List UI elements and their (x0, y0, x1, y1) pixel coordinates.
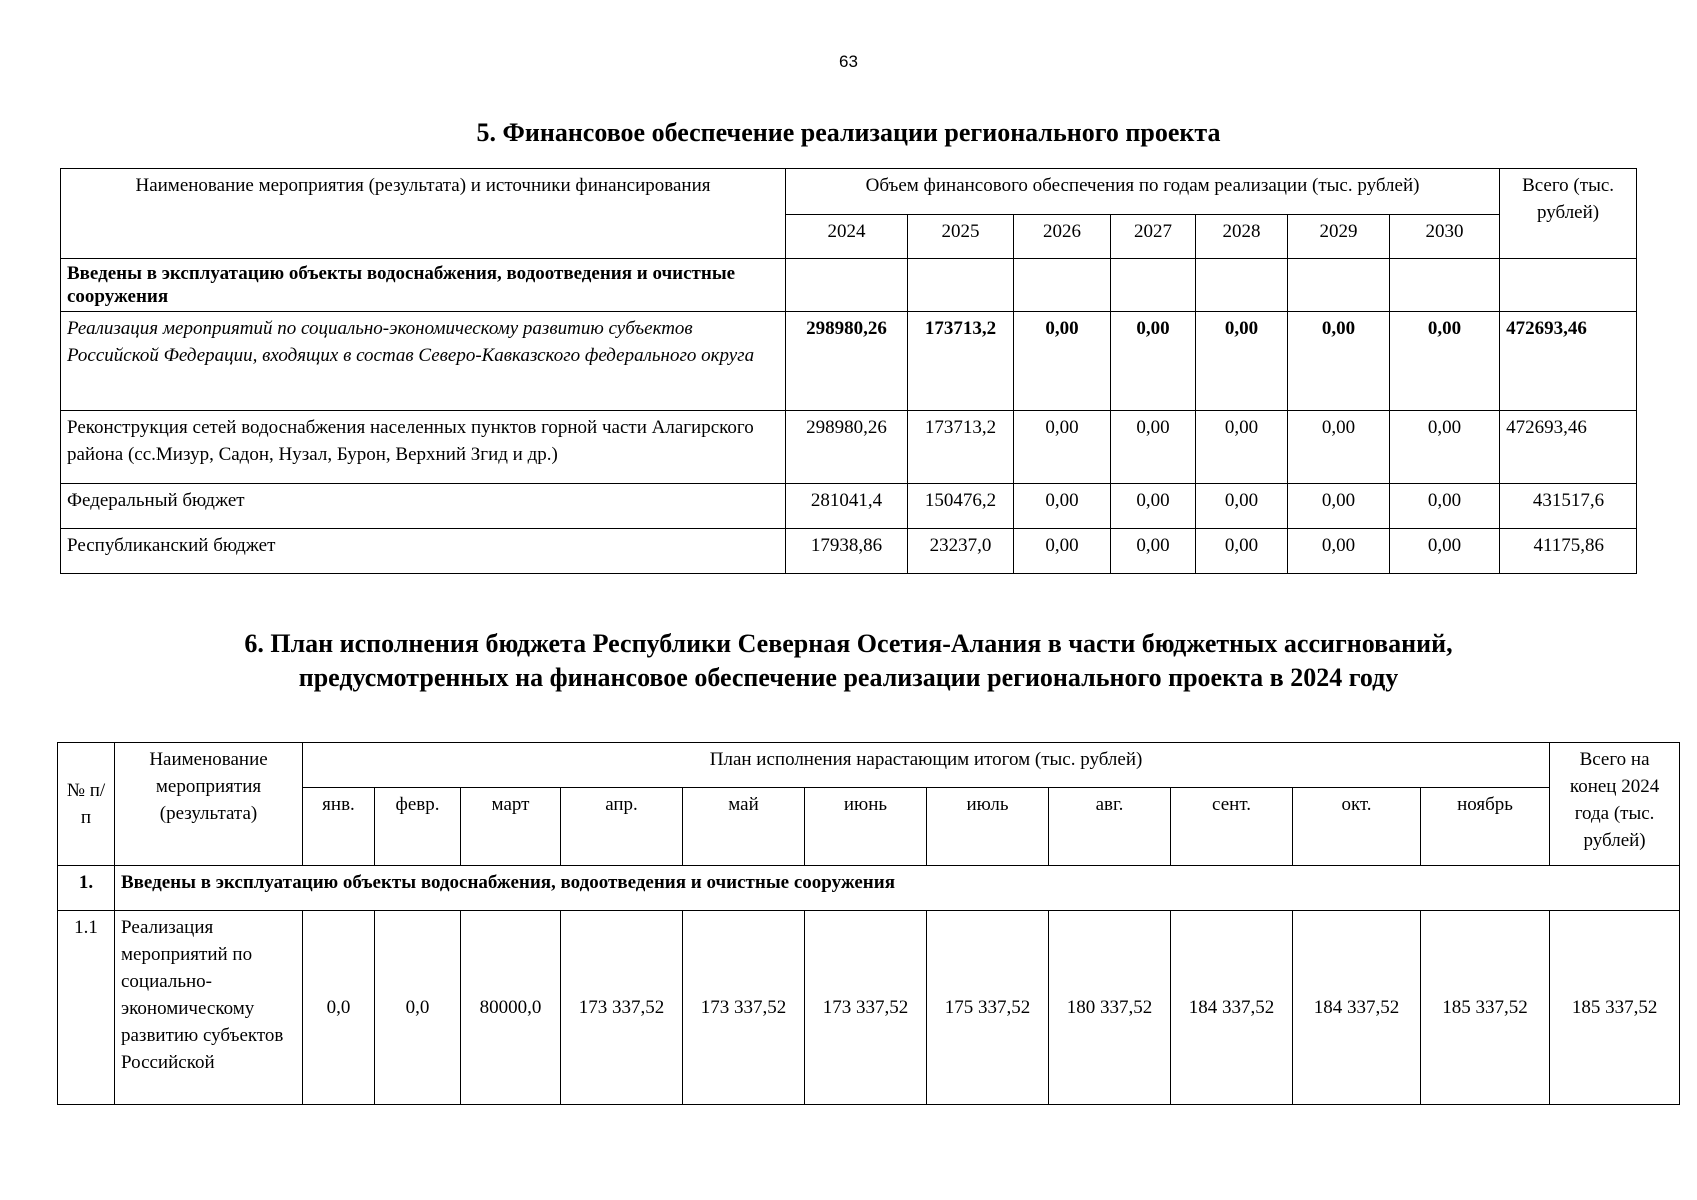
value-cell: 0,00 (1014, 312, 1111, 411)
table-cell (786, 259, 908, 312)
header-name: Наименование мероприятия (результата) (115, 743, 303, 866)
value-cell: 0,00 (1288, 529, 1390, 574)
value-cell: 0,00 (1014, 529, 1111, 574)
value-cell: 298980,26 (786, 312, 908, 411)
row-name: Федеральный бюджет (61, 484, 786, 529)
table-row (58, 911, 1680, 1105)
value-cell: 0,0 (303, 911, 375, 1105)
table-row (61, 259, 1637, 312)
budget-plan-table (57, 742, 1680, 1105)
table-row (58, 866, 1680, 911)
header-name: Наименование мероприятия (результата) и источники финансирования (61, 169, 786, 259)
value-cell: 173713,2 (908, 312, 1014, 411)
financing-table (60, 168, 1637, 574)
page-number: 63 (839, 52, 858, 71)
total-cell: 472693,46 (1500, 312, 1637, 411)
table-cell (1390, 259, 1500, 312)
value-cell: 173713,2 (908, 411, 1014, 484)
header-month: авг. (1049, 788, 1171, 866)
section6-title (0, 627, 1697, 695)
value-cell: 17938,86 (786, 529, 908, 574)
header-month: февр. (375, 788, 461, 866)
header-year: 2025 (908, 215, 1014, 259)
header-month: ноябрь (1421, 788, 1550, 866)
value-cell: 0,00 (1288, 484, 1390, 529)
header-year: 2027 (1111, 215, 1196, 259)
value-cell: 0,00 (1111, 411, 1196, 484)
value-cell: 184 337,52 (1293, 911, 1421, 1105)
table-row (61, 312, 1637, 411)
value-cell: 0,00 (1390, 529, 1500, 574)
value-cell: 173 337,52 (805, 911, 927, 1105)
value-cell: 0,00 (1288, 411, 1390, 484)
table-row (61, 484, 1637, 529)
table-cell (1014, 259, 1111, 312)
value-cell: 184 337,52 (1171, 911, 1293, 1105)
value-cell: 0,00 (1390, 312, 1500, 411)
value-cell: 150476,2 (908, 484, 1014, 529)
table-cell (908, 259, 1014, 312)
table-cell (1196, 259, 1288, 312)
header-month: апр. (561, 788, 683, 866)
header-volume: Объем финансового обеспечения по годам реализации (тыс. рублей) (786, 169, 1500, 215)
section6-title-line2: предусмотренных на финансовое обеспечение реализации регионального проекта в 2024 году (298, 663, 1399, 692)
header-year: 2024 (786, 215, 908, 259)
value-cell: 0,00 (1288, 312, 1390, 411)
value-cell: 0,00 (1196, 312, 1288, 411)
value-cell: 173 337,52 (683, 911, 805, 1105)
header-month: июнь (805, 788, 927, 866)
value-cell: 0,00 (1111, 484, 1196, 529)
group-title: Введены в эксплуатацию объекты водоснабжения, водоотведения и очистные сооружения (61, 259, 786, 312)
total-cell: 185 337,52 (1550, 911, 1680, 1105)
table-row (61, 529, 1637, 574)
group-num: 1. (58, 866, 115, 911)
value-cell: 0,00 (1196, 529, 1288, 574)
row-num: 1.1 (58, 911, 115, 1105)
table-cell (1288, 259, 1390, 312)
header-month: янв. (303, 788, 375, 866)
value-cell: 0,00 (1390, 411, 1500, 484)
table-cell (1111, 259, 1196, 312)
header-year: 2029 (1288, 215, 1390, 259)
value-cell: 0,00 (1111, 529, 1196, 574)
value-cell: 298980,26 (786, 411, 908, 484)
header-total: Всего на конец 2024 года (тыс. рублей) (1550, 743, 1680, 866)
header-year: 2030 (1390, 215, 1500, 259)
header-month: июль (927, 788, 1049, 866)
value-cell: 0,00 (1196, 484, 1288, 529)
value-cell: 281041,4 (786, 484, 908, 529)
value-cell: 23237,0 (908, 529, 1014, 574)
section6-title-line1: 6. План исполнения бюджета Республики Северная Осетия-Алания в части бюджетных ассигнований, (244, 629, 1453, 658)
table-row (61, 411, 1637, 484)
header-num: № п/п (58, 743, 115, 866)
header-year: 2026 (1014, 215, 1111, 259)
row-name: Республиканский бюджет (61, 529, 786, 574)
header-month: май (683, 788, 805, 866)
row-name: Реконструкция сетей водоснабжения населенных пунктов горной части Алагирского района (сс.Мизур, Садон, Нузал, Бурон, Верхний Згид и др.) (61, 411, 786, 484)
header-month: окт. (1293, 788, 1421, 866)
total-cell: 41175,86 (1500, 529, 1637, 574)
header-month: сент. (1171, 788, 1293, 866)
header-plan: План исполнения нарастающим итогом (тыс. рублей) (303, 743, 1550, 788)
total-cell: 472693,46 (1500, 411, 1637, 484)
value-cell: 0,00 (1111, 312, 1196, 411)
group-title: Введены в эксплуатацию объекты водоснабжения, водоотведения и очистные сооружения (115, 866, 1680, 911)
row-name: Реализация мероприятий по социально-экономическому развитию субъектов Российской (115, 911, 303, 1105)
value-cell: 0,0 (375, 911, 461, 1105)
value-cell: 0,00 (1196, 411, 1288, 484)
value-cell: 0,00 (1014, 484, 1111, 529)
header-total: Всего (тыс. рублей) (1500, 169, 1637, 259)
table-cell (1500, 259, 1637, 312)
value-cell: 175 337,52 (927, 911, 1049, 1105)
total-cell: 431517,6 (1500, 484, 1637, 529)
value-cell: 185 337,52 (1421, 911, 1550, 1105)
value-cell: 180 337,52 (1049, 911, 1171, 1105)
header-month: март (461, 788, 561, 866)
value-cell: 173 337,52 (561, 911, 683, 1105)
value-cell: 0,00 (1390, 484, 1500, 529)
value-cell: 0,00 (1014, 411, 1111, 484)
row-name: Реализация мероприятий по социально-экономическому развитию субъектов Российской Федерации, входящих в состав Северо-Кавказского федерального округа (61, 312, 786, 411)
header-year: 2028 (1196, 215, 1288, 259)
section5-title: 5. Финансовое обеспечение реализации регионального проекта (476, 118, 1221, 147)
value-cell: 80000,0 (461, 911, 561, 1105)
